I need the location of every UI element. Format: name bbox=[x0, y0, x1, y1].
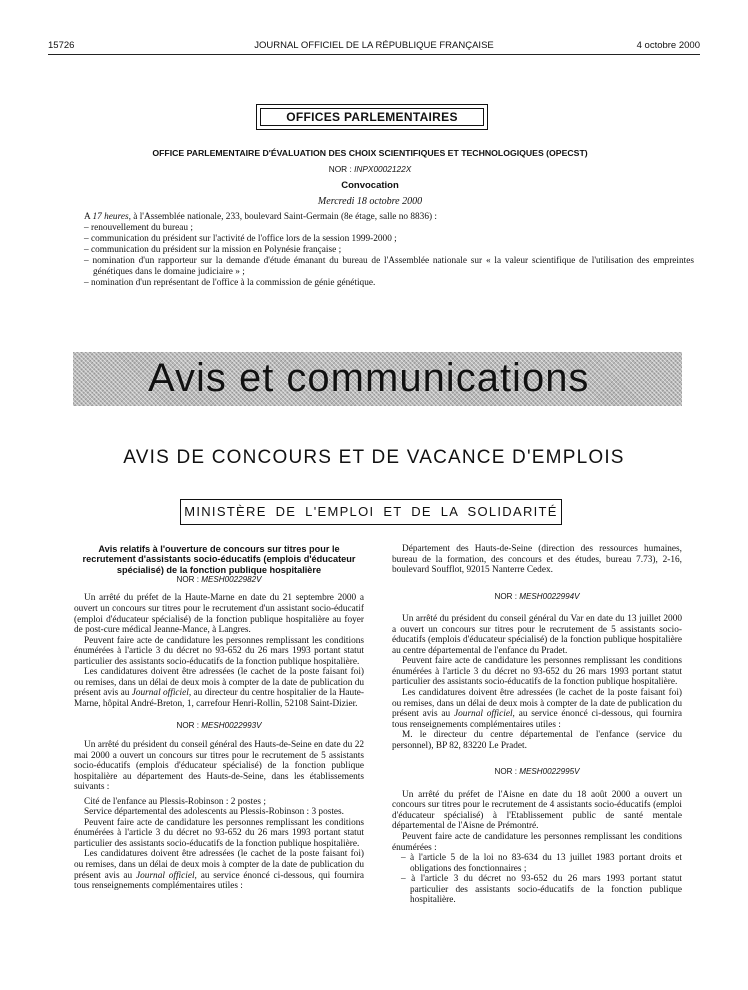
meeting-time: 17 heures, bbox=[92, 212, 131, 222]
nor-line: NOR : MESH0022994V bbox=[494, 591, 580, 601]
paragraph: Peuvent faire acte de candidature les personnes remplissant les conditions énumérées à l'article 3 du décret no 93-652 du 26 mars 1993 portant statut particulier des assistants socio-éducatifs de la fonction publique hospitalière. bbox=[392, 656, 682, 688]
article-title: Avis relatifs à l'ouverture de concours sur titres pour le recrutement d'assistants socio-éducatifs (emplois d'éducateur spécialisé) de la fonction publique hospitalière bbox=[82, 544, 356, 575]
paragraph: Un arrêté du président du conseil général du Var en date du 13 juillet 2000 a ouvert un concours sur titres pour le recrutement de 5 assistants socio-éducatifs (emplois d'éducateur spécialisé) de la fonction publique hospitalière au centre départemental de l'enfance du Pradet. bbox=[392, 614, 682, 656]
agenda-intro: A 17 heures, à l'Assemblée nationale, 233, boulevard Saint-Germain (8e étage, salle no 8836) : bbox=[84, 212, 437, 222]
section-title: AVIS DE CONCOURS ET DE VACANCE D'EMPLOIS bbox=[123, 447, 625, 468]
paragraph: Département des Hauts-de-Seine (direction des ressources humaines, bureau de la formation, des concours et des études, bureau 7.73), 2-16, boulevard Soufflot, 92015 Nanterre Cedex. bbox=[392, 544, 682, 576]
nor-label: NOR : bbox=[328, 164, 352, 174]
paragraph: M. le directeur du centre départemental de l'enfance (service du personnel), BP 82, 83220 Le Pradet. bbox=[392, 730, 682, 751]
nor-line: NOR : MESH0022993V bbox=[176, 721, 262, 731]
issue-date: 4 octobre 2000 bbox=[636, 40, 700, 51]
avis-banner bbox=[73, 352, 682, 406]
opecst-title: OFFICE PARLEMENTAIRE D'ÉVALUATION DES CHOIX SCIENTIFIQUES ET TECHNOLOGIQUES (OPECST) bbox=[152, 148, 588, 158]
paragraph: Peuvent faire acte de candidature les personnes remplissant les conditions énumérées : bbox=[392, 832, 682, 853]
paragraph: Peuvent faire acte de candidature les personnes remplissant les conditions énumérées à l'article 3 du décret no 93-652 du 26 mars 1993 portant statut particulier des assistants socio-éducatifs de la fonction publique hospitalière. bbox=[74, 817, 364, 849]
agenda-item: – nomination d'un représentant de l'office à la commission de génie génétique. bbox=[84, 278, 376, 288]
paragraph: Un arrêté du préfet de la Haute-Marne en date du 21 septembre 2000 a ouvert un concours sur titres pour le recrutement d'un assistant socio-éducatif (emploi d'éducateur spécialisé) de la fonction publique hospitalière au foyer de post-cure médical Jeanne-Mance, à Langres. bbox=[74, 593, 364, 636]
banner-text: Avis et communications bbox=[148, 356, 590, 400]
list-item: – à l'article 3 du décret no 93-652 du 26 mars 1993 portant statut particulier des assistants socio-éducatifs de la fonction publique hospitalière. bbox=[401, 874, 682, 906]
paragraph: Cité de l'enfance au Plessis-Robinson : 2 postes ; bbox=[84, 796, 266, 807]
offices-title: OFFICES PARLEMENTAIRES bbox=[260, 108, 484, 126]
agenda-item: – nomination d'un rapporteur sur la demande d'étude émanant du bureau de l'Assemblée nationale sur « la valeur scientifique de l'utilisation des empreintes génétiques dans le domaine judiciaire » ; bbox=[84, 256, 694, 277]
journal-title: JOURNAL OFFICIEL DE LA RÉPUBLIQUE FRANÇAISE bbox=[254, 40, 494, 51]
agenda-item: – communication du président sur l'activité de l'office lors de la session 1999-2000 ; bbox=[84, 234, 397, 244]
paragraph: Les candidatures doivent être adressées (le cachet de la poste faisant foi) ou remises, dans un délai de deux mois à compter de la date de publication du présent avis au Journal officiel, au service énoncé ci-dessous, qui fournira tous renseignements complémentaires utiles : bbox=[74, 849, 365, 892]
convocation-heading: Convocation bbox=[341, 180, 399, 191]
right-column bbox=[392, 544, 682, 906]
paragraph: Un arrêté du président du conseil général des Hauts-de-Seine en date du 22 mai 2000 a ouvert un concours sur titres pour le recrutement de 5 assistants socio-éducatifs (emplois d'éducateur spécialisé) de la fonction publique hospitalière au département des Hauts-de-Seine, dans les établissements suivants : bbox=[74, 740, 364, 793]
nor-line: NOR : MESH0022982V bbox=[176, 574, 262, 584]
ministry-heading: MINISTÈRE DE L'EMPLOI ET DE LA SOLIDARITÉ bbox=[180, 499, 562, 525]
paragraph: Les candidatures doivent être adressées (le cachet de la poste faisant foi) ou remises, dans un délai de deux mois à compter de la date de publication du présent avis au Journal officiel, au directeur du centre hospitalier de la Haute-Marne, hôpital André-Breton, 1, carrefour Henri-Rollin, 52108 Saint-Dizier. bbox=[74, 667, 364, 709]
nor-code: INPX0002122X bbox=[354, 164, 412, 174]
agenda-item: – communication du président sur la mission en Polynésie française ; bbox=[84, 245, 342, 255]
paragraph: Peuvent faire acte de candidature les personnes remplissant les conditions énumérées à l'article 3 du décret no 93-652 du 26 mars 1993 portant statut particulier des assistants socio-éducatifs de la fonction publique hospitalière. bbox=[74, 635, 364, 667]
offices-section-box bbox=[256, 104, 488, 130]
paragraph: Un arrêté du préfet de l'Aisne en date du 18 août 2000 a ouvert un concours sur titres pour le recrutement de 4 assistants socio-éducatifs (emploi d'éducateur spécialisé) à l'Etablissement public de santé mentale départemental de l'Aisne de Prémontré. bbox=[392, 789, 682, 832]
nor-line: NOR : MESH0022995V bbox=[494, 767, 580, 777]
agenda bbox=[84, 212, 694, 289]
page-header bbox=[48, 40, 700, 55]
left-column bbox=[74, 544, 364, 892]
paragraph: Service départemental des adolescents au Plessis-Robinson : 3 postes. bbox=[84, 807, 344, 818]
page-number: 15726 bbox=[48, 40, 75, 51]
agenda-item: – renouvellement du bureau ; bbox=[84, 223, 193, 233]
opecst-nor bbox=[60, 164, 680, 175]
list-item: – à l'article 5 de la loi no 83-634 du 13 juillet 1983 portant droits et obligations des fonctionnaires ; bbox=[401, 853, 682, 874]
meeting-date: Mercredi 18 octobre 2000 bbox=[317, 196, 423, 207]
paragraph: Les candidatures doivent être adressées (le cachet de la poste faisant foi) ou remises, dans un délai de deux mois à compter de la date de publication du présent avis au Journal officiel, au service énoncé ci-dessous, qui fournira tous renseignements complémentaires utiles : bbox=[392, 688, 683, 730]
